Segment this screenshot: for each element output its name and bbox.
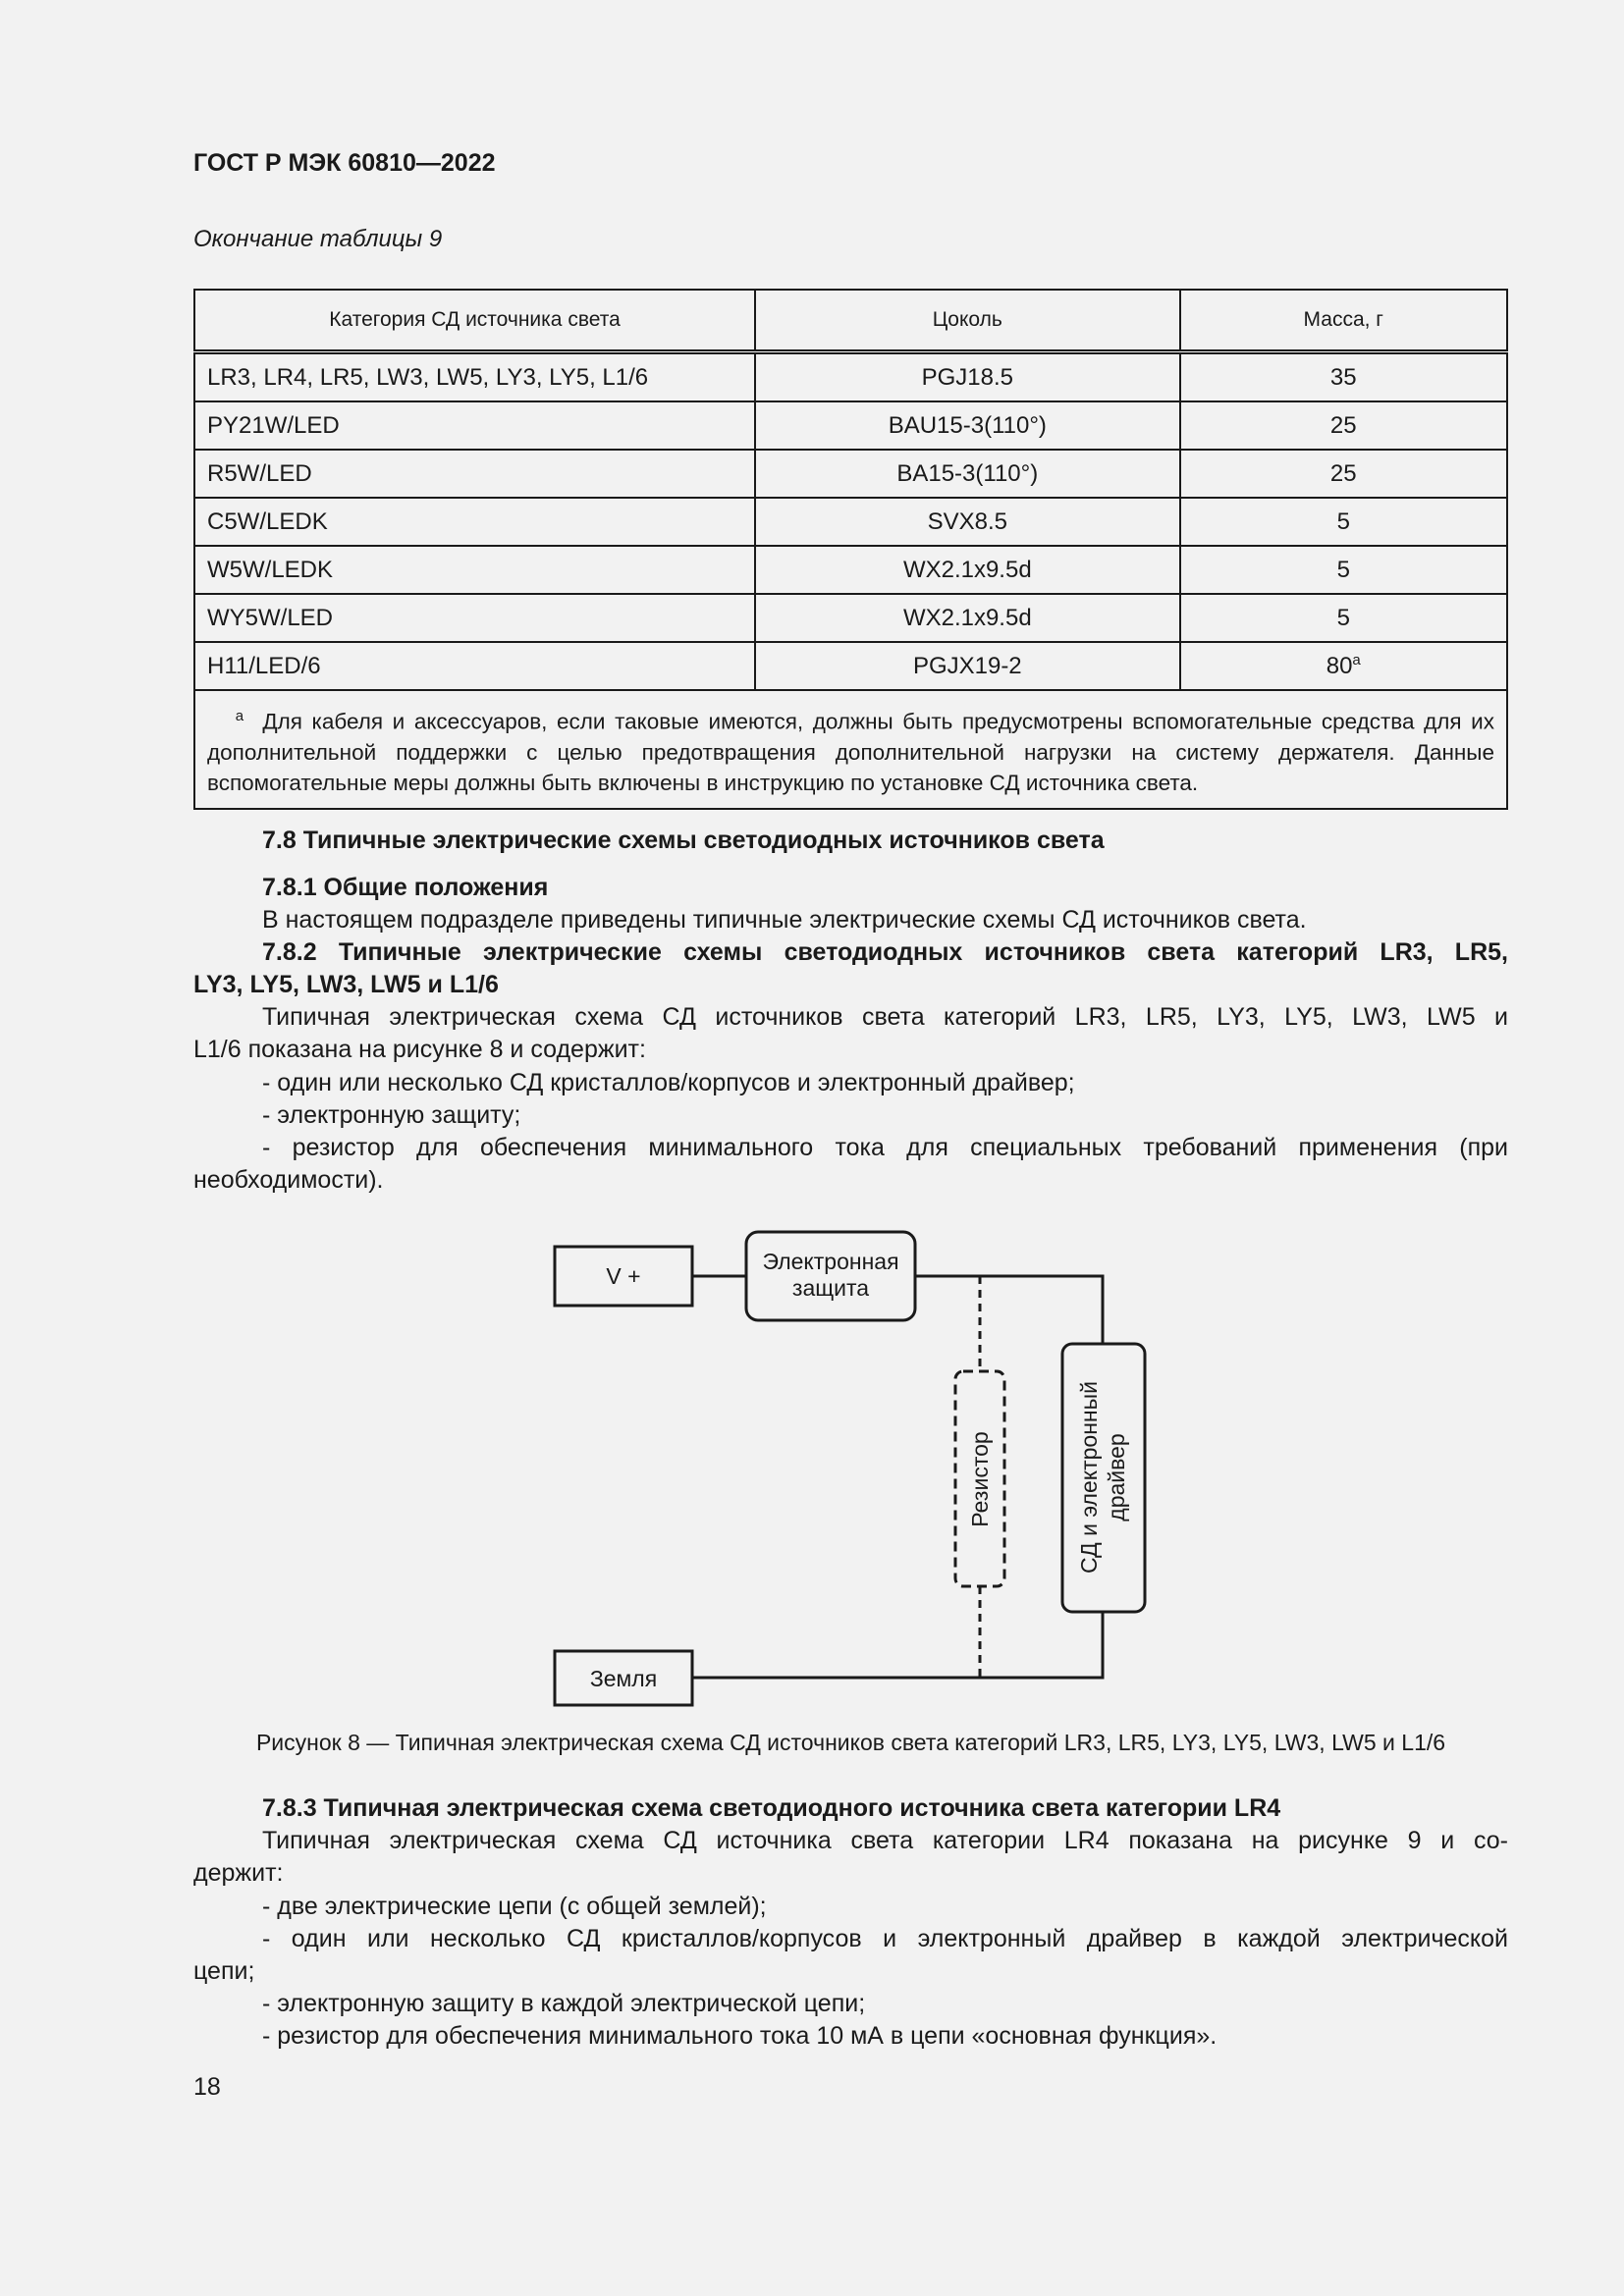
list-item: - электронную защиту в каждой электрической цепи; (262, 1990, 866, 2017)
section-7-8-3-text: Типичная электрическая схема СД источника света категории LR4 показана на рисунке 9 и со- (262, 1827, 1508, 1854)
section-7-8-2-text-cont: L1/6 показана на рисунке 8 и содержит: (193, 1036, 646, 1063)
driver-label-1: СД и электронный (1076, 1381, 1102, 1574)
list-item: - резистор для обеспечения минимального тока 10 мА в цепи «основная функция». (262, 2022, 1218, 2050)
cell-mass: 25 (1180, 450, 1508, 498)
section-7-8-3-heading: 7.8.3 Типичная электрическая схема светодиодного источника света категории LR4 (262, 1794, 1281, 1822)
table-row (194, 352, 1507, 402)
footnote-ref: a (1352, 652, 1361, 668)
cell-mass: 5 (1180, 546, 1508, 594)
section-7-8-2-text: Типичная электрическая схема СД источников света категорий LR3, LR5, LY3, LY5, LW3, LW5 и (262, 1003, 1508, 1031)
page-number: 18 (193, 2073, 221, 2101)
resistor-label: Резистор (967, 1431, 993, 1527)
cell-base: PGJ18.5 (755, 352, 1179, 402)
footnote-mark: a (235, 708, 244, 724)
protection-label-2: защита (791, 1275, 870, 1301)
cell-mass: 25 (1180, 401, 1508, 450)
section-7-8-2-heading-cont: LY3, LY5, LW3, LW5 и L1/6 (193, 971, 499, 998)
table-row (194, 450, 1507, 498)
list-item: - один или несколько СД кристаллов/корпусов и электронный драйвер; (262, 1069, 1075, 1096)
cell-category: W5W/LEDK (194, 546, 755, 594)
cell-category: PY21W/LED (194, 401, 755, 450)
cell-mass: 5 (1180, 498, 1508, 546)
cell-base: BAU15-3(110°) (755, 401, 1179, 450)
table-9 (193, 289, 1508, 810)
driver-label-2: драйвер (1104, 1433, 1129, 1522)
list-item: - электронную защиту; (262, 1101, 521, 1129)
cell-base: WX2.1x9.5d (755, 546, 1179, 594)
header-category: Категория СД источника света (194, 290, 755, 352)
list-item-cont: цепи; (193, 1957, 255, 1985)
list-item: - резистор для обеспечения минимального тока для специальных требований применения (при (262, 1134, 1508, 1161)
cell-base: BA15-3(110°) (755, 450, 1179, 498)
cell-category: WY5W/LED (194, 594, 755, 642)
ground-label: Земля (589, 1666, 658, 1691)
cell-category: H11/LED/6 (194, 642, 755, 690)
cell-base: PGJX19-2 (755, 642, 1179, 690)
cell-category: R5W/LED (194, 450, 755, 498)
mass-value: 80 (1326, 653, 1353, 679)
cell-base: WX2.1x9.5d (755, 594, 1179, 642)
table-row (194, 401, 1507, 450)
header-mass: Масса, г (1180, 290, 1508, 352)
section-7-8-2-heading: 7.8.2 Типичные электрические схемы светодиодных источников света категорий LR3, LR5, (262, 938, 1508, 966)
list-item: - один или несколько СД кристаллов/корпусов и электронный драйвер в каждой электрической (262, 1925, 1508, 1952)
list-item: - две электрические цепи (с общей землей); (262, 1893, 767, 1920)
section-7-8-1-text: В настоящем подразделе приведены типичные электрические схемы СД источников света. (262, 906, 1307, 934)
table-header-row (194, 290, 1507, 352)
table-row (194, 594, 1507, 642)
section-7-8-3-text-cont: держит: (193, 1859, 284, 1887)
circuit-diagram (545, 1222, 1154, 1713)
figure-caption: Рисунок 8 — Типичная электрическая схема СД источников света категорий LR3, LR5, LY3, LY5, LW3, LW5 и L1/6 (255, 1730, 1446, 1755)
cell-category: C5W/LEDK (194, 498, 755, 546)
wire-top (915, 1276, 1103, 1344)
section-7-8-1-heading: 7.8.1 Общие положения (262, 874, 549, 901)
wire-ground (692, 1612, 1103, 1678)
cell-mass: 35 (1180, 352, 1508, 402)
table-row (194, 546, 1507, 594)
document-header: ГОСТ Р МЭК 60810—2022 (193, 149, 496, 177)
vplus-label: V + (606, 1263, 641, 1289)
cell-category: LR3, LR4, LR5, LW3, LW5, LY3, LY5, L1/6 (194, 352, 755, 402)
cell-mass: 5 (1180, 594, 1508, 642)
protection-label-1: Электронная (762, 1249, 899, 1274)
header-base: Цоколь (755, 290, 1179, 352)
cell-base: SVX8.5 (755, 498, 1179, 546)
table-row (194, 642, 1507, 690)
table-caption: Окончание таблицы 9 (193, 226, 443, 252)
section-7-8-heading: 7.8 Типичные электрические схемы светодиодных источников света (262, 827, 1105, 854)
table-footnote (194, 690, 1507, 809)
table-row (194, 498, 1507, 546)
footnote-text: Для кабеля и аксессуаров, если таковые имеются, должны быть предусмотрены вспомогательные средства для их дополнительной поддержки с целью предотвращения дополнительной нагрузки на систему держателя. Данные вспомогательные меры должны быть включены в инструкцию по установке СД источника света. (207, 709, 1494, 795)
table-footnote-row (194, 690, 1507, 809)
cell-mass (1180, 642, 1508, 690)
list-item-cont: необходимости). (193, 1166, 384, 1194)
